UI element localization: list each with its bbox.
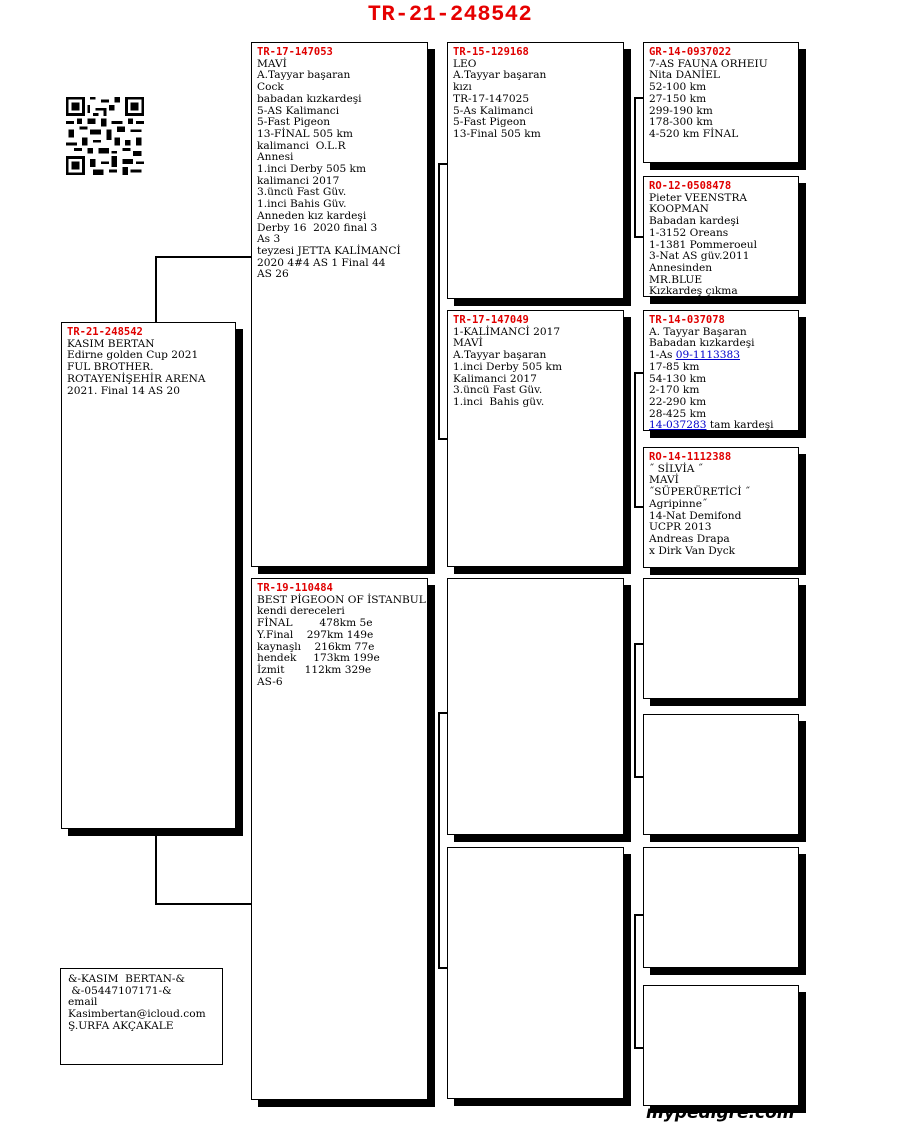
connector bbox=[634, 914, 636, 1048]
brand-logo: mypedigre.com bbox=[646, 1103, 795, 1123]
subject-ring: TR-21-248542 bbox=[67, 326, 143, 338]
dam-sire-card[interactable] bbox=[447, 578, 624, 835]
dam-ring: TR-19-110484 bbox=[257, 582, 333, 594]
dss-card[interactable] bbox=[643, 578, 799, 699]
connector bbox=[438, 163, 440, 439]
pedigree-title: TR-21-248542 bbox=[367, 2, 533, 27]
sdd-card[interactable] bbox=[643, 447, 799, 568]
sire-details: MAVİ A.Tayyar başaran Cock babadan kızkardeşi 5-AS Kalimanci 5-Fast Pigeon 13-FİNAL 505 km kalimanci O.L.R Annesi 1.inci Derby 505 km kalimanci 2017 3.üncü Fast Güv. 1.inci Bahis Güv. Anneden kız kardeşi Derby 16 2020 final 3 As 3 teyzesi JETTA KALİMANCİ 2020 4#4 AS 1 Final 44 AS 26 bbox=[257, 57, 401, 281]
dds-card[interactable] bbox=[643, 847, 799, 968]
sire-sire-card[interactable] bbox=[447, 42, 624, 299]
connector bbox=[634, 372, 636, 507]
sire-sire-details: LEO A.Tayyar başaran kızı TR-17-147025 5-As Kalimanci 5-Fast Pigeon 13-Final 505 km bbox=[453, 57, 547, 140]
sire-ring: TR-17-147053 bbox=[257, 46, 333, 58]
sss-ring: GR-14-0937022 bbox=[649, 46, 732, 58]
contact-box: &-KASIM BERTAN-& &-05447107171-& email Kasimbertan@icloud.com Ş.URFA AKÇAKALE bbox=[60, 968, 223, 1065]
connector bbox=[155, 832, 157, 904]
connector bbox=[155, 256, 252, 258]
sire-card[interactable] bbox=[251, 42, 428, 567]
connector bbox=[634, 97, 636, 237]
subject-card[interactable] bbox=[61, 322, 236, 829]
sss-details: 7-AS FAUNA ORHEIU Nita DANİEL 52-100 km 27-150 km 299-190 km 178-300 km 4-520 km FİNAL bbox=[649, 57, 768, 140]
ssd-card[interactable] bbox=[643, 176, 799, 297]
dam-dam-card[interactable] bbox=[447, 847, 624, 1099]
ring-link[interactable]: 09-1113383 bbox=[675, 349, 741, 362]
ddd-card[interactable] bbox=[643, 985, 799, 1106]
sdd-ring: RO-14-1112388 bbox=[649, 451, 732, 463]
ssd-details: Pieter VEENSTRA KOOPMAN Babadan kardeşi 1-3152 Oreans 1-1381 Pommeroeul 3-Nat AS güv.2011 Annesinden MR.BLUE Kızkardeş çıkma bbox=[649, 191, 758, 297]
connector bbox=[438, 712, 440, 968]
connector bbox=[155, 256, 157, 324]
dam-details: BEST PİGEOON OF İSTANBUL kendi dereceleri FİNAL 478km 5e Y.Final 297km 149e kaynaşlı 216km 77e hendek 173km 199e İzmit 112km 329e AS-6 bbox=[257, 593, 426, 688]
sire-dam-card[interactable] bbox=[447, 310, 624, 567]
sds-ring: TR-14-037078 bbox=[649, 314, 725, 326]
ring-link[interactable]: 14-037283 bbox=[649, 419, 707, 431]
sds-details: A. Tayyar Başaran Babadan kızkardeşi 1-As 09-1113383 17-85 km 54-130 km 2-170 km 22-290 km 28-425 km 14-037283 tam kardeşi bbox=[649, 325, 774, 431]
connector bbox=[634, 643, 636, 777]
qr-code-icon bbox=[66, 97, 144, 175]
ssd-ring: RO-12-0508478 bbox=[649, 180, 732, 192]
connector bbox=[155, 903, 252, 905]
dsd-card[interactable] bbox=[643, 714, 799, 835]
sire-sire-ring: TR-15-129168 bbox=[453, 46, 529, 58]
sdd-details: ˝ SİLVİA ˝ MAVİ ˝SÜPERÜRETİCİ ˝ Agripinne˝ 14-Nat Demifond UCPR 2013 Andreas Drapa x Dirk Van Dyck bbox=[649, 462, 751, 557]
sire-dam-details: 1-KALİMANCİ 2017 MAVİ A.Tayyar başaran 1.inci Derby 505 km Kalimanci 2017 3.üncü Fast Güv. 1.inci Bahis güv. bbox=[453, 325, 563, 408]
subject-details: KASIM BERTAN Edirne golden Cup 2021 FUL BROTHER. ROTAYENİŞEHİR ARENA 2021. Final 14 AS 20 bbox=[67, 337, 206, 397]
sire-dam-ring: TR-17-147049 bbox=[453, 314, 529, 326]
sds-card[interactable] bbox=[643, 310, 799, 431]
dam-card[interactable] bbox=[251, 578, 428, 1100]
sss-card[interactable] bbox=[643, 42, 799, 163]
